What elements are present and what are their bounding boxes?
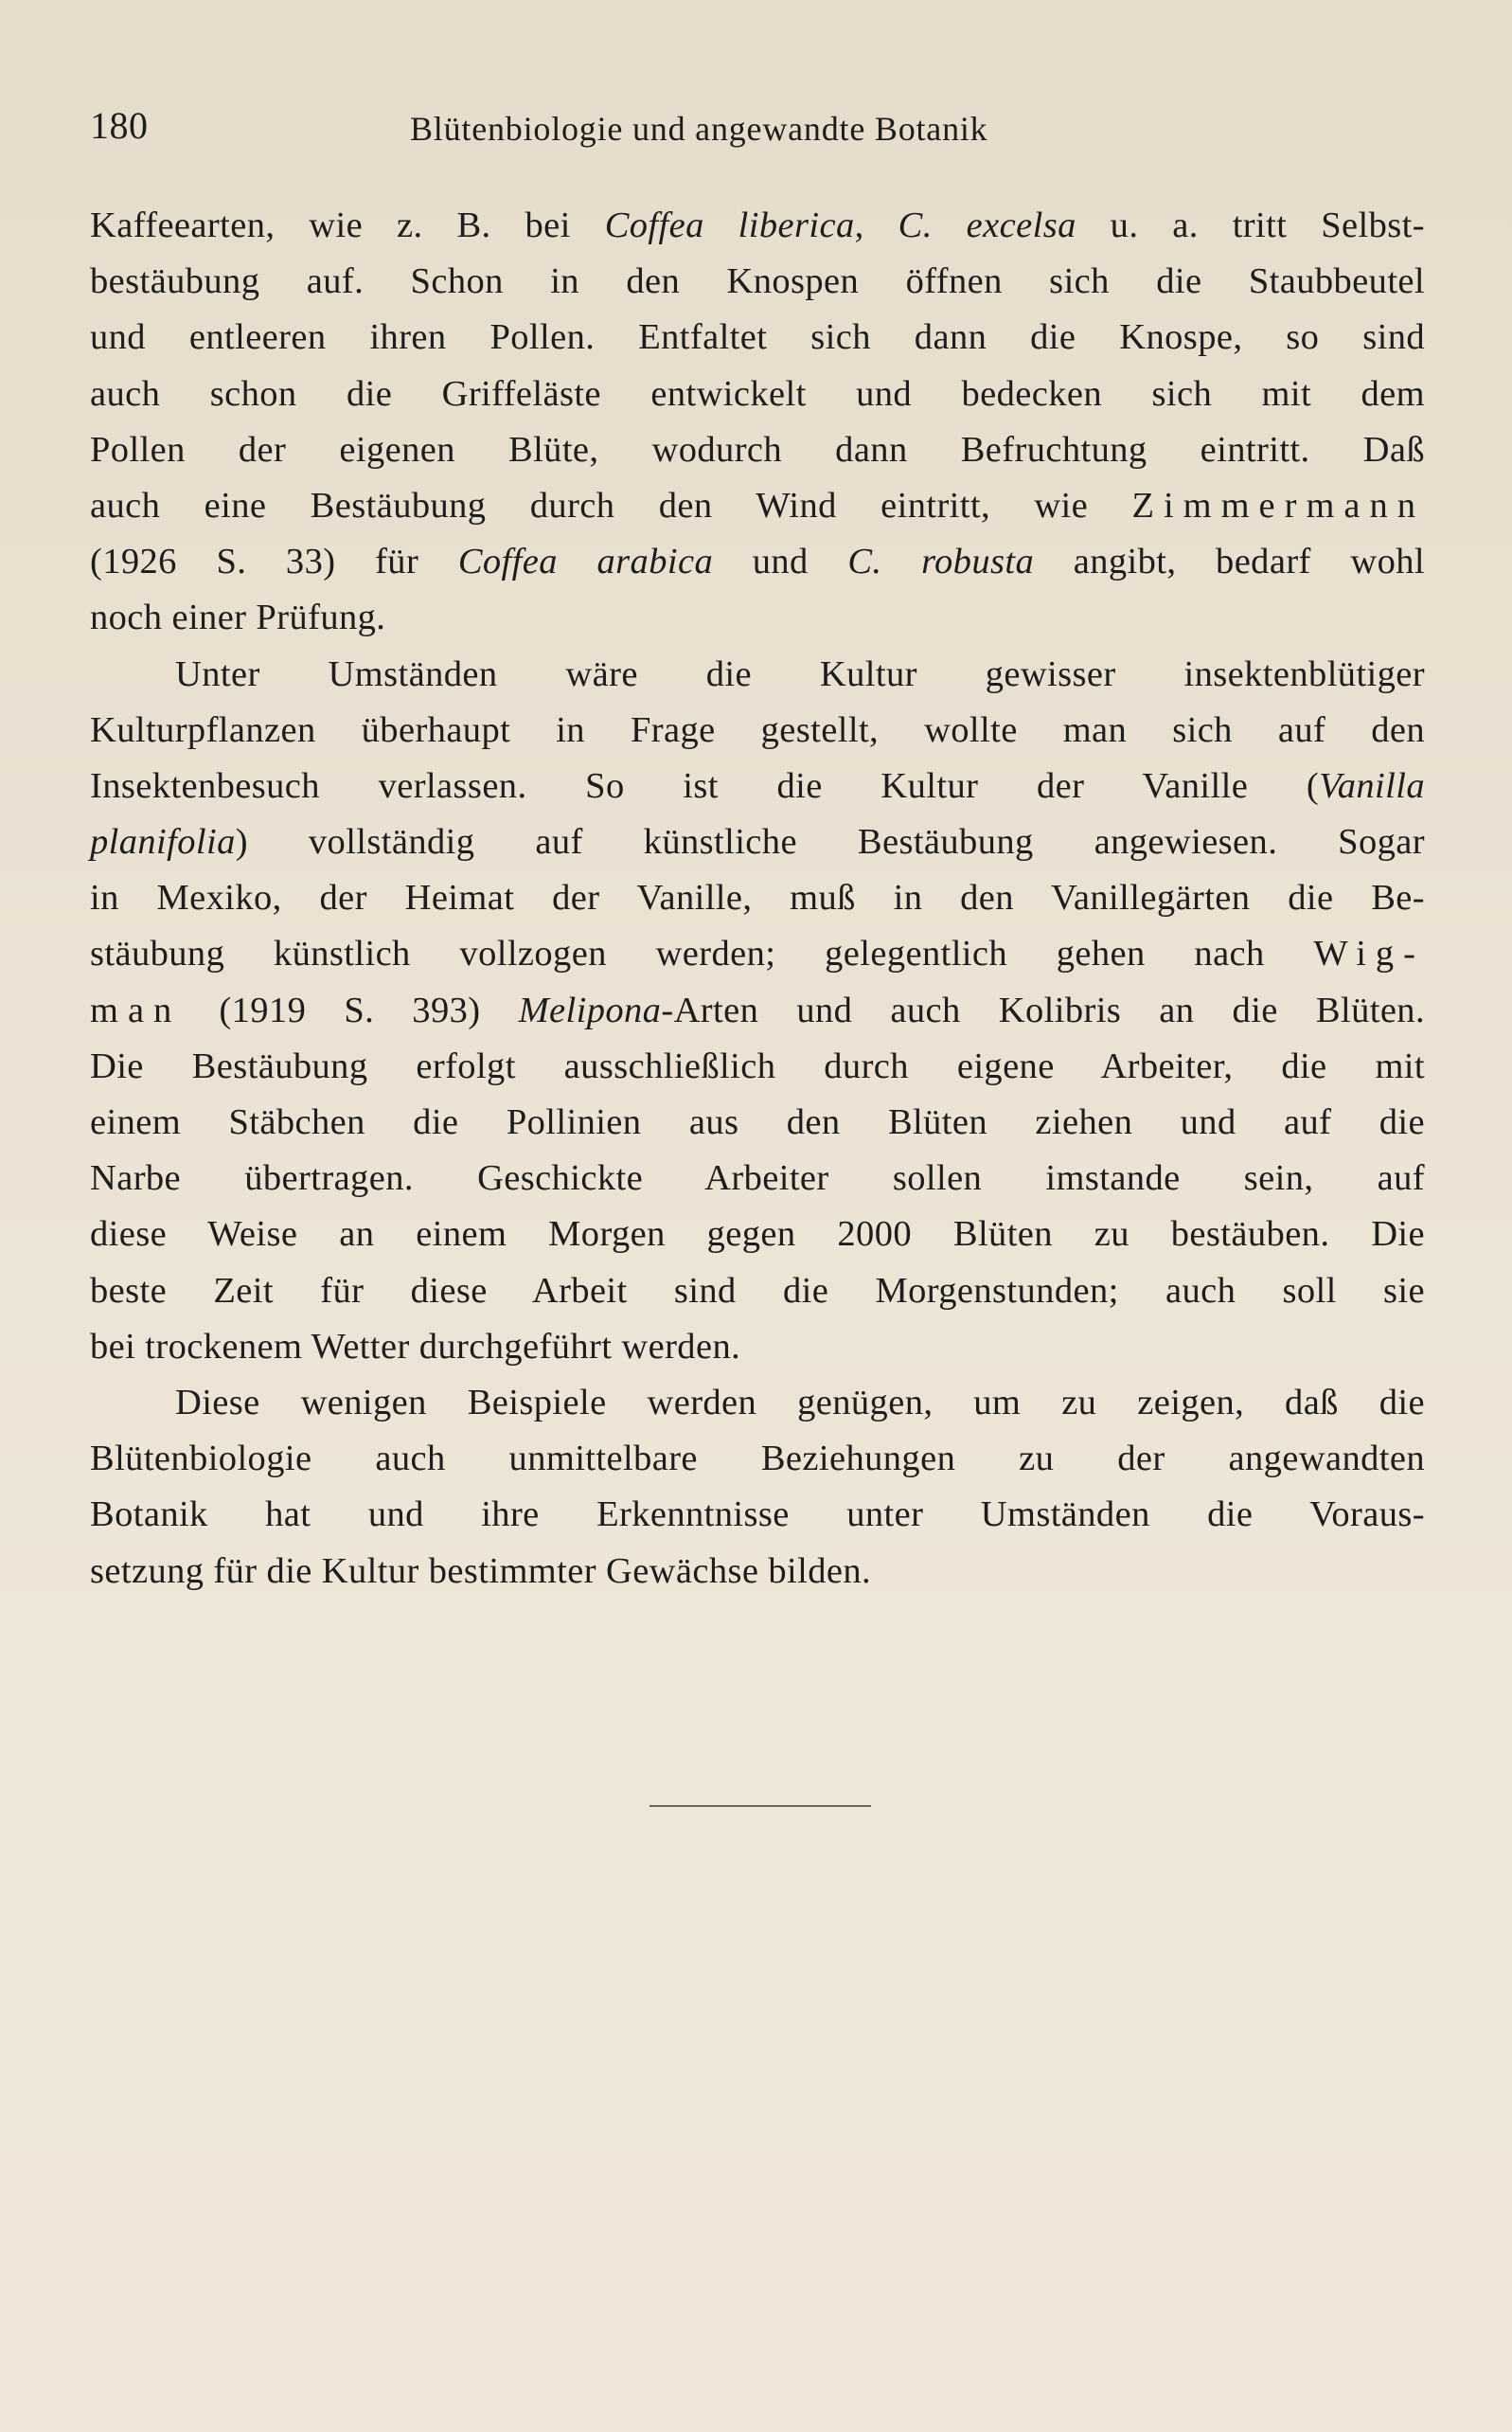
text-run: angibt, bedarf wohl [1034,542,1425,582]
text-line: und entleeren ihren Pollen. Entfaltet sich dann die Knospe, so sind [90,317,1425,358]
text-line [90,198,1425,254]
text-run: auch eine Bestäubung durch den Wind eintritt, wie [90,485,1132,526]
author-name: man [90,990,182,1030]
running-title: Blütenbiologie und angewandte Botanik [410,110,988,148]
body-text [90,198,1425,1600]
text-line: einem Stäbchen die Pollinien aus den Blüten ziehen und auf die [90,1102,1425,1142]
text-run: ) vollständig auf künstliche Bestäubung angewiesen. Sogar [235,822,1425,863]
species-name: Coffea liberica [604,206,855,245]
text-line: beste Zeit für diese Arbeit sind die Morgenstunden; auch soll sie [90,1270,1425,1311]
text-line: Narbe übertragen. Geschickte Arbeiter sollen imstande sein, auf [90,1158,1425,1199]
author-name: Zimmermann [1131,485,1425,526]
text-line: setzung für die Kultur bestimmter Gewächse bilden. [90,1550,872,1591]
text-run: -Arten und auch Kolibris an die Blüten. [661,990,1425,1030]
text-line [90,534,1425,590]
species-name: C. robusta [847,542,1035,582]
text-line: Unter Umständen wäre die Kultur gewisser insektenblütiger [175,653,1425,694]
running-head [90,102,1425,150]
text-line: Pollen der eigenen Blüte, wodurch dann Befruchtung eintritt. Daß [90,429,1425,470]
text-line [90,926,1425,982]
text-line: Botanik hat und ihre Erkenntnisse unter Umständen die Voraus- [90,1494,1425,1535]
text-run: und [713,542,848,582]
species-name: Coffea arabica [457,542,714,582]
species-name: Vanilla [1319,765,1425,806]
text-line: in Mexiko, der Heimat der Vanille, muß in den Vanillegärten die Be- [90,878,1425,919]
text-run: (1919 S. 393) [181,990,519,1030]
species-name: planifolia [90,822,236,863]
text-run: Insektenbesuch verlassen. So ist die Kultur der Vanille ( [90,765,1320,806]
text-run: , [854,206,898,245]
text-line [90,478,1425,534]
text-line [90,814,1425,870]
text-line: Die Bestäubung erfolgt ausschließlich durch eigene Arbeiter, die mit [90,1046,1425,1086]
text-run: stäubung künstlich vollzogen werden; gelegentlich gehen nach [90,934,1314,975]
text-line [90,983,1425,1039]
text-line: Kulturpflanzen überhaupt in Frage gestellt, wollte man sich auf den [90,709,1425,750]
species-name: C. excelsa [898,206,1076,245]
text-line [90,759,1425,814]
author-name: Wig- [1313,934,1425,975]
page-number: 180 [90,104,149,147]
section-end-rule [649,1805,871,1807]
text-line: noch einer Prüfung. [90,598,386,638]
genus-name: Melipona [518,990,662,1030]
text-line: Diese wenigen Beispiele werden genügen, um zu zeigen, daß die [175,1382,1425,1422]
text-line: Blütenbiologie auch unmittelbare Beziehungen zu der angewandten [90,1439,1425,1479]
text-line: bestäubung auf. Schon in den Knospen öffnen sich die Staubbeutel [90,261,1425,302]
text-line: auch schon die Griffeläste entwickelt und bedecken sich mit dem [90,373,1425,414]
text-run: u. a. tritt Selbst- [1076,206,1425,245]
text-run: (1926 S. 33) für [90,542,458,582]
text-line: diese Weise an einem Morgen gegen 2000 Blüten zu bestäuben. Die [90,1214,1425,1255]
text-run: Kaffeearten, wie z. B. bei [90,206,605,245]
text-line: bei trockenem Wetter durchgeführt werden. [90,1326,741,1367]
